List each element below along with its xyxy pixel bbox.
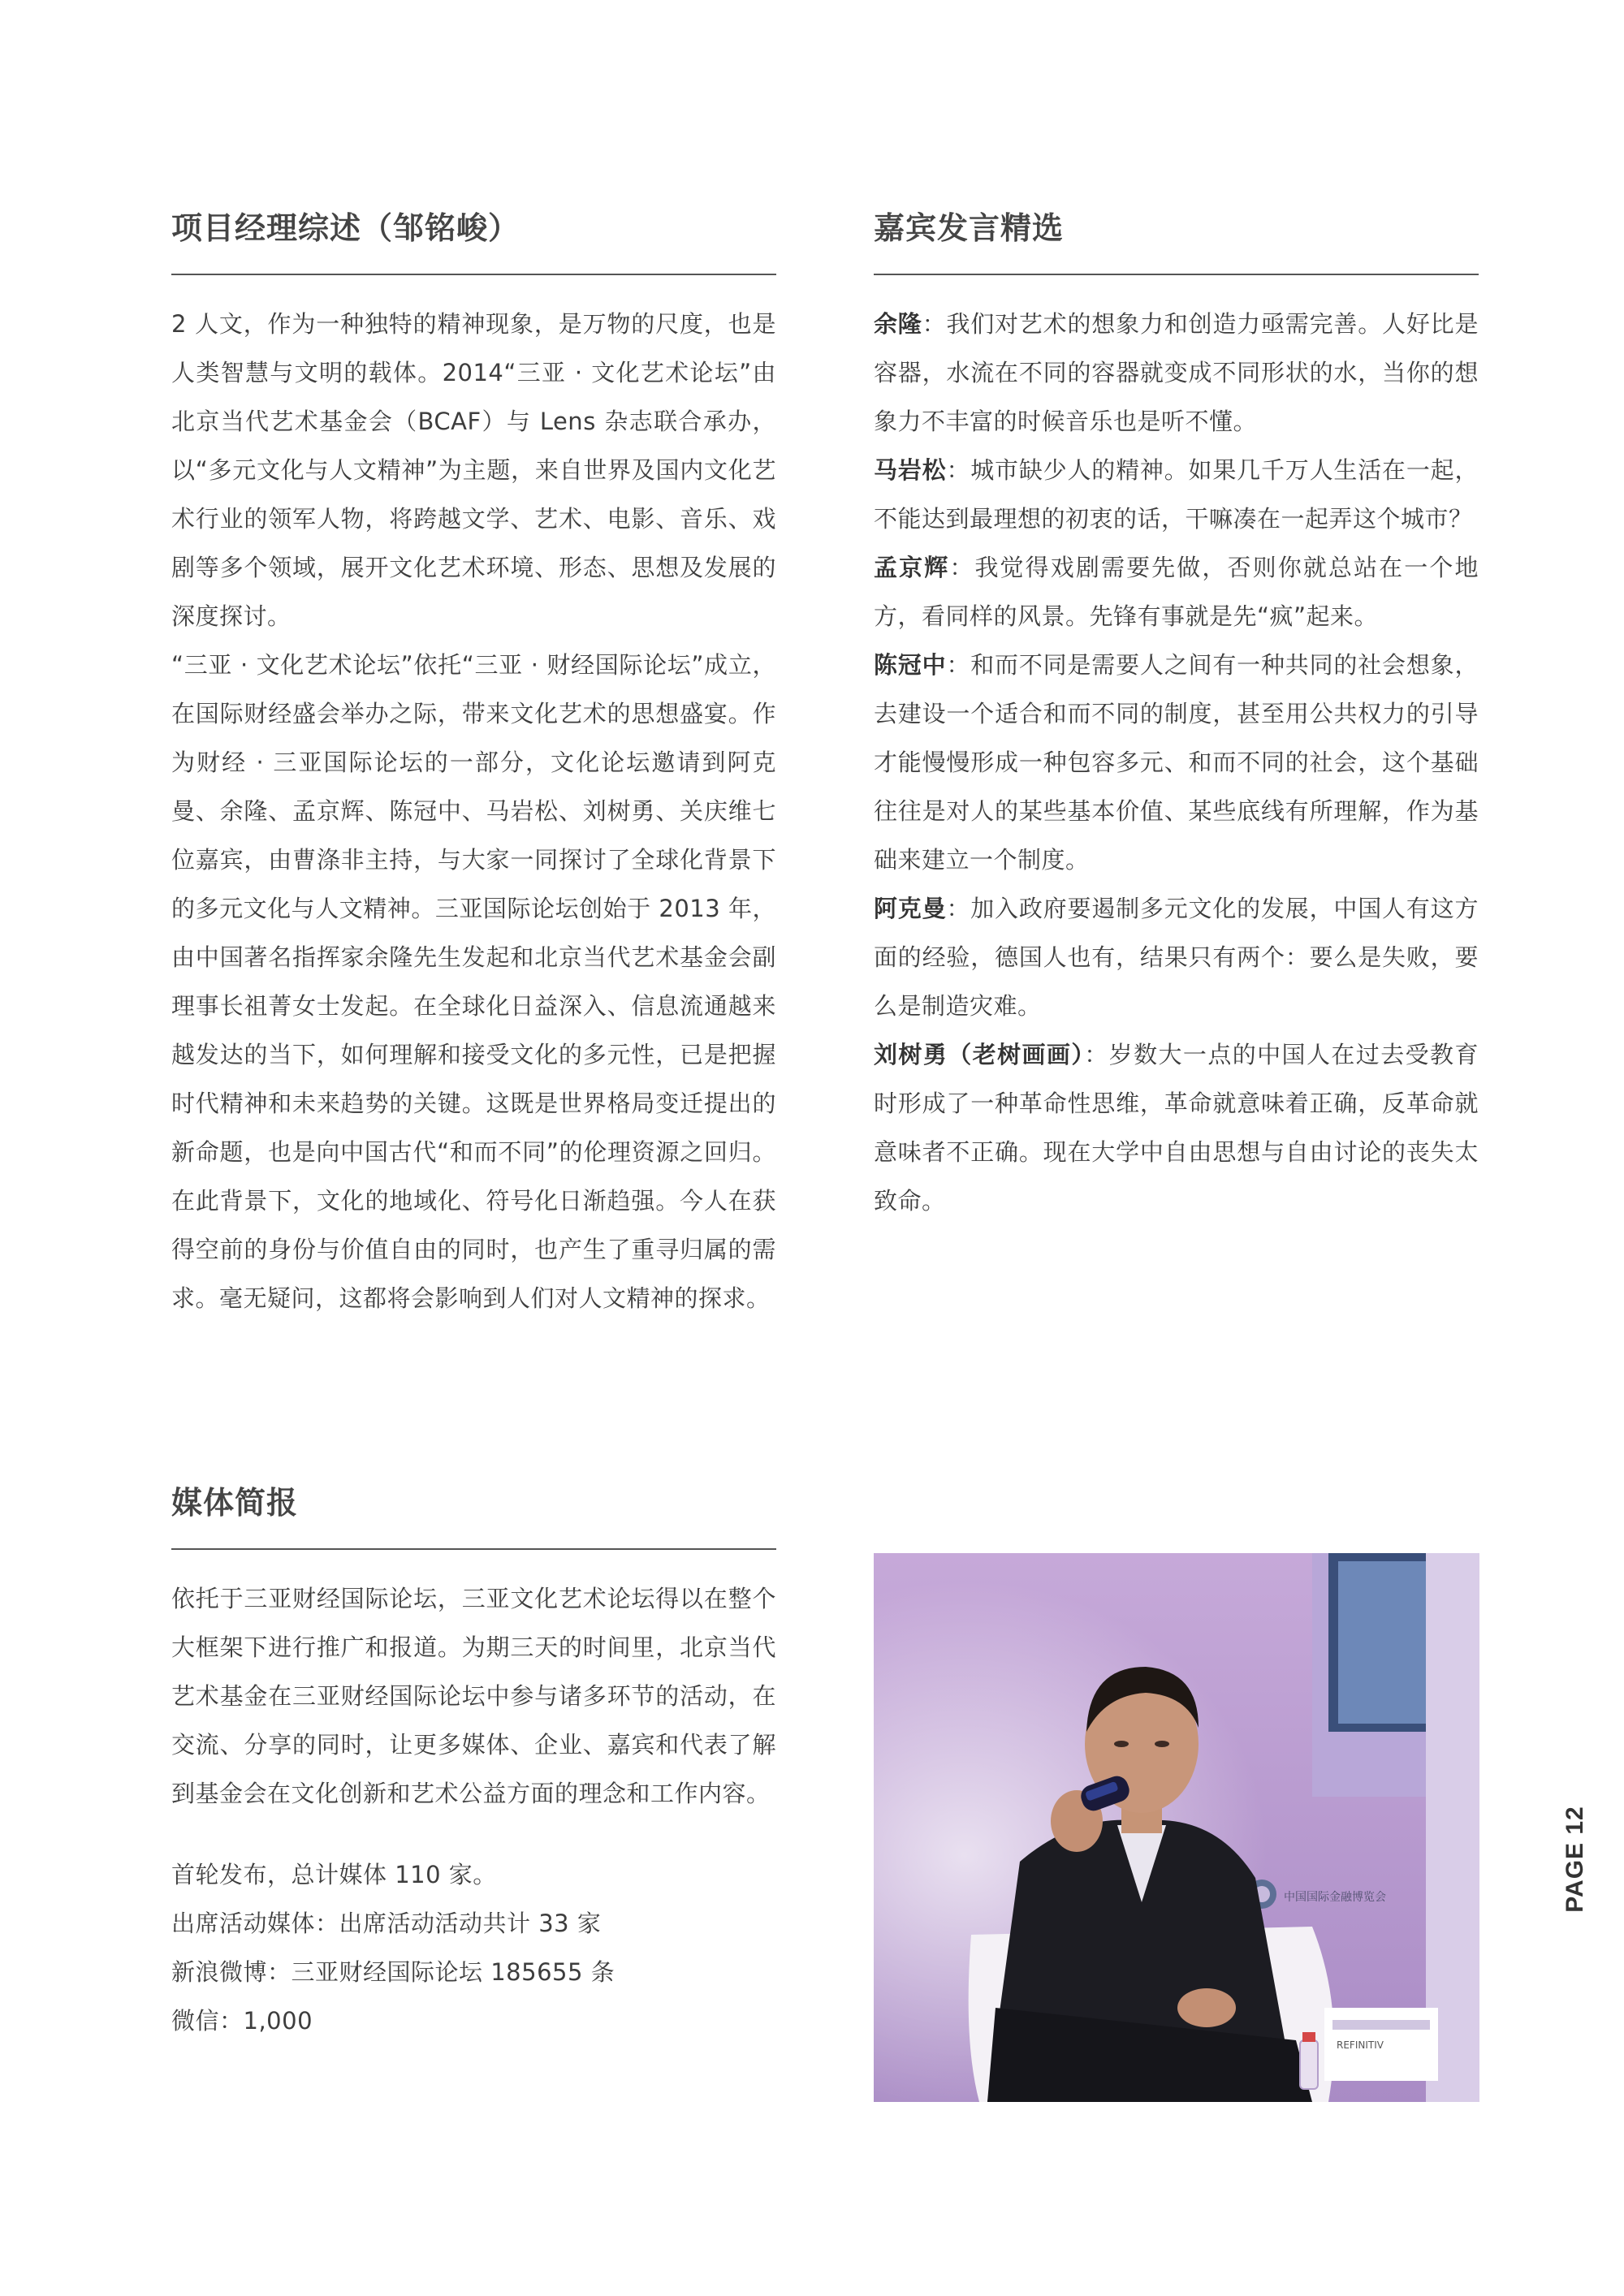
page-number-label: PAGE 12 (1561, 1806, 1588, 1913)
media-stat-4: 微信：1,000 (171, 2007, 313, 2035)
name-tag-text: REFINITIV (1337, 2039, 1384, 2051)
quote-item (874, 446, 1479, 543)
summary-section (171, 203, 776, 1323)
speaker-photo-illustration (874, 1553, 1479, 2102)
quotes-section (874, 203, 1479, 1225)
quote-text: 城市缺少人的精神。如果几千万人生活在一起，不能达到最理想的初衷的话，干嘛凑在一起弄这个城市？ (874, 456, 1479, 533)
summary-heading: 项目经理综述（邹铭峻） (171, 203, 776, 275)
quote-item (874, 884, 1479, 1030)
quote-speaker: 孟京辉 (874, 554, 950, 581)
quote-speaker: 阿克曼 (874, 895, 947, 922)
quote-speaker: 陈冠中 (874, 651, 947, 679)
quote-item (874, 543, 1479, 641)
quote-speaker: 刘树勇（老树画画） (874, 1041, 1085, 1068)
quotes-heading: 嘉宾发言精选 (874, 203, 1479, 275)
quote-separator: ： (946, 651, 971, 679)
quote-item (874, 641, 1479, 884)
media-stat-1: 首轮发布，总计媒体 110 家。 (171, 1861, 497, 1888)
quote-text: 岁数大一点的中国人在过去受教育时形成了一种革命性思维，革命就意味着正确，反革命就意味者不正确。现在大学中自由思想与自由讨论的丧失太致命。 (874, 1041, 1479, 1215)
quote-item (874, 300, 1479, 446)
quote-text: 加入政府要遏制多元文化的发展，中国人有这方面的经验，德国人也有，结果只有两个：要么是失败，要么是制造灾难。 (874, 895, 1479, 1020)
quote-speaker: 余隆 (874, 310, 922, 338)
speaker-photo (874, 1553, 1479, 2102)
quote-separator: ： (949, 554, 975, 581)
quote-text: 和而不同是需要人之间有一种共同的社会想象，去建设一个适合和而不同的制度，甚至用公共权力的引导才能慢慢形成一种包容多元、和而不同的社会，这个基础往往是对人的某些基本价值、某些底线有所理解，作为基础来建立一个制度。 (874, 651, 1479, 874)
quote-text: 我们对艺术的想象力和创造力亟需完善。人好比是容器，水流在不同的容器就变成不同形状的水，当你的想象力不丰富的时候音乐也是听不懂。 (874, 310, 1479, 435)
media-stat-2: 出席活动媒体：出席活动活动共计 33 家 (171, 1910, 602, 1937)
media-stat-3: 新浪微博：三亚财经国际论坛 185655 条 (171, 1958, 615, 1986)
summary-paragraph-2: “三亚 · 文化艺术论坛”依托“三亚 · 财经国际论坛”成立，在国际财经盛会举办之际，带来文化艺术的思想盛宴。作为财经 · 三亚国际论坛的一部分，文化论坛邀请到阿克曼、余隆、孟京辉、陈冠中、马岩松、刘树勇、关庆维七位嘉宾，由曹涤非主持，与大家一同探讨了全球化背景下的多元文化与人文精神。三亚国际论坛创始于 2013 年，由中国著名指挥家余隆先生发起和北京当代艺术基金会副理事长祖菁女士发起。在全球化日益深入、信息流通越来越发达的当下，如何理解和接受文化的多元性，已是把握时代精神和未来趋势的关键。这既是世界格局变迁提出的新命题，也是向中国古代“和而不同”的伦理资源之回归。在此背景下，文化的地域化、符号化日渐趋强。今人在获得空前的身份与价值自由的同时，也产生了重寻归属的需求。毫无疑问，这都将会影响到人们对人文精神的探求。 (171, 651, 776, 1312)
quote-separator: ： (1084, 1041, 1109, 1068)
quote-separator: ： (946, 456, 971, 484)
quote-item (874, 1030, 1479, 1225)
summary-paragraph-1: 2 人文，作为一种独特的精神现象，是万物的尺度，也是人类智慧与文明的载体。2014“三亚 · 文化艺术论坛”由北京当代艺术基金会（BCAF）与 Lens 杂志联合承办，以“多元文化与人文精神”为主题，来自世界及国内文化艺术行业的领军人物，将跨越文学、艺术、电影、音乐、戏剧等多个领域，展开文化艺术环境、形态、思想及发展的深度探讨。 (171, 310, 776, 630)
quote-separator: ： (946, 895, 971, 922)
quote-text: 我觉得戏剧需要先做，否则你就总站在一个地方，看同样的风景。先锋有事就是先“疯”起来。 (874, 554, 1479, 630)
backdrop-text: 中国国际金融博览会 (1284, 1891, 1386, 1904)
quote-speaker: 马岩松 (874, 456, 947, 484)
media-paragraph: 依托于三亚财经国际论坛，三亚文化艺术论坛得以在整个大框架下进行推广和报道。为期三天的时间里，北京当代艺术基金在三亚财经国际论坛中参与诸多环节的活动，在交流、分享的同时，让更多媒体、企业、嘉宾和代表了解到基金会在文化创新和艺术公益方面的理念和工作内容。 (171, 1585, 776, 1807)
media-heading: 媒体简报 (171, 1478, 776, 1550)
media-section (171, 1478, 776, 2045)
quote-separator: ： (922, 310, 947, 338)
